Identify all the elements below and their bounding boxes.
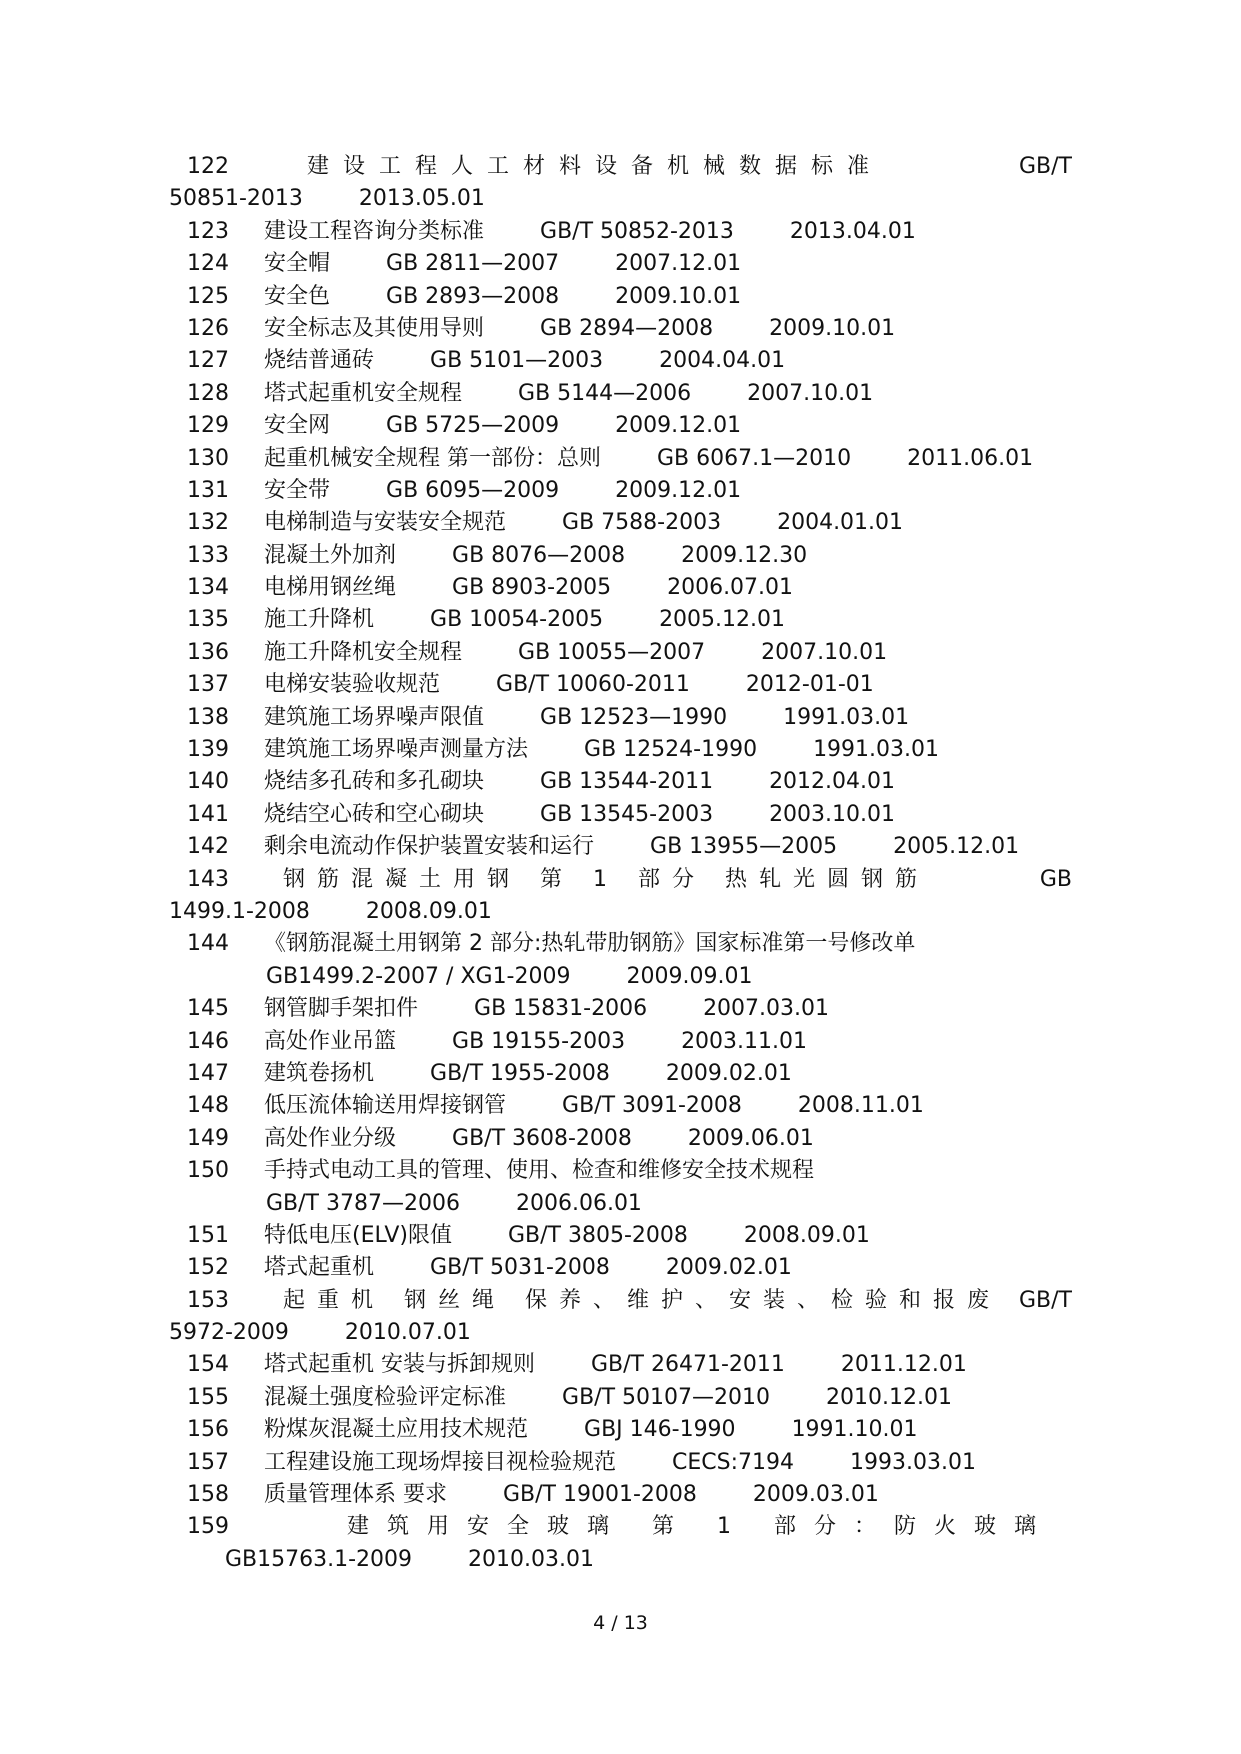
document-line	[187, 1544, 1067, 1576]
entry-number: 153	[187, 1287, 229, 1313]
document-line	[187, 766, 1067, 798]
entry-number: 130	[187, 445, 229, 471]
entry-title: 混凝土强度检验评定标准	[264, 1384, 507, 1410]
entry-code: GB/T 3091-2008	[562, 1093, 742, 1119]
entry-code: GB 13544-2011	[540, 769, 714, 795]
document-line	[187, 1285, 1072, 1317]
entry-date: 1991.10.01	[791, 1417, 918, 1443]
document-line	[187, 1414, 1067, 1446]
document-line	[187, 540, 1067, 572]
entry-date: 2009.03.01	[752, 1482, 879, 1508]
entry-number: 144	[187, 931, 229, 957]
entry-code: GB/T 3608-2008	[452, 1125, 632, 1151]
document-line	[187, 1382, 1067, 1414]
entry-date: 2010.03.01	[468, 1546, 595, 1572]
entry-title: 钢筋混凝土用钢 第 1 部分 热轧光圆钢筋	[283, 866, 929, 892]
entry-number: 149	[187, 1125, 229, 1151]
entry-code: GB 2893—2008	[386, 283, 560, 309]
entry-number: 156	[187, 1417, 229, 1443]
entry-date: 2009.02.01	[665, 1060, 792, 1086]
document-line	[187, 410, 1067, 442]
entry-code: GB 2811—2007	[386, 251, 560, 277]
standards-list	[169, 151, 1072, 1576]
entry-number: 139	[187, 737, 229, 763]
entry-title: 安全色	[264, 283, 331, 309]
entry-date: 2012-01-01	[745, 672, 874, 698]
entry-title: 塔式起重机	[264, 1255, 375, 1281]
entry-title: 建筑卷扬机	[264, 1060, 375, 1086]
entry-date: 2008.11.01	[797, 1093, 924, 1119]
document-line	[187, 928, 1067, 960]
entry-date: 2009.10.01	[615, 283, 742, 309]
entry-code: GB 13955—2005	[650, 834, 838, 860]
entry-number: 148	[187, 1093, 229, 1119]
entry-title: 钢管脚手架扣件	[264, 996, 419, 1022]
document-line	[169, 896, 1067, 928]
document-line	[187, 1511, 1067, 1543]
document-line	[187, 604, 1067, 636]
document-line	[187, 831, 1067, 863]
entry-title: 《钢筋混凝土用钢第 2 部分:热轧带肋钢筋》国家标准第一号修改单	[264, 931, 916, 957]
entry-code: GB/T 1955-2008	[430, 1060, 610, 1086]
entry-date: 2005.12.01	[893, 834, 1020, 860]
entry-date: 2006.06.01	[515, 1190, 642, 1216]
document-line	[187, 507, 1067, 539]
entry-number: 140	[187, 769, 229, 795]
document-line	[187, 313, 1067, 345]
document-line	[187, 216, 1067, 248]
entry-number: 125	[187, 283, 229, 309]
entry-title: 烧结多孔砖和多孔砌块	[264, 769, 485, 795]
entry-number: 157	[187, 1449, 229, 1475]
document-line	[187, 1220, 1067, 1252]
entry-title: 烧结空心砖和空心砌块	[264, 801, 485, 827]
document-line	[187, 281, 1067, 313]
entry-date: 2003.10.01	[769, 801, 896, 827]
entry-code-continued: 50851-2013	[169, 186, 303, 212]
entry-code: GB/T 26471-2011	[591, 1352, 785, 1378]
entry-date: 2005.12.01	[659, 607, 786, 633]
document-line	[187, 1090, 1067, 1122]
entry-title: 塔式起重机安全规程	[264, 380, 463, 406]
entry-code: CECS:7194	[672, 1449, 795, 1475]
entry-title: 高处作业分级	[264, 1125, 397, 1151]
entry-number: 143	[187, 866, 229, 892]
document-line	[187, 1155, 1067, 1187]
entry-number: 134	[187, 575, 229, 601]
entry-date: 2008.09.01	[365, 898, 492, 924]
entry-number: 127	[187, 348, 229, 374]
entry-code: GB 5144—2006	[518, 380, 692, 406]
entry-title: 高处作业吊篮	[264, 1028, 397, 1054]
entry-title: 施工升降机	[264, 607, 375, 633]
entry-code: GB/T 50852-2013	[540, 218, 734, 244]
entry-date: 2004.04.01	[659, 348, 786, 374]
entry-date: 2003.11.01	[681, 1028, 808, 1054]
entry-date: 2009.09.01	[626, 963, 753, 989]
entry-number: 131	[187, 477, 229, 503]
entry-date: 2011.12.01	[840, 1352, 967, 1378]
entry-title: 剩余电流动作保护装置安装和运行	[264, 834, 595, 860]
document-line	[187, 1123, 1067, 1155]
document-line	[187, 702, 1067, 734]
entry-number: 122	[187, 154, 229, 179]
entry-code: GB 12524-1990	[584, 737, 758, 763]
document-line	[187, 637, 1067, 669]
document-line	[187, 1447, 1067, 1479]
entry-code: GB/T 5031-2008	[430, 1255, 610, 1281]
entry-code: GB 10055—2007	[518, 639, 706, 665]
entry-number: 126	[187, 315, 229, 341]
entry-title: 建设工程人工材料设备机械数据标准	[307, 154, 884, 179]
document-line	[187, 1479, 1067, 1511]
entry-code: GBJ 146-1990	[584, 1417, 736, 1443]
entry-number: 124	[187, 251, 229, 277]
document-line	[187, 1026, 1067, 1058]
page-number: 4 / 13	[593, 1612, 648, 1634]
entry-date: 2004.01.01	[777, 510, 904, 536]
entry-date: 2007.10.01	[761, 639, 888, 665]
entry-code-continued: 5972-2009	[169, 1320, 289, 1346]
entry-date: 2009.10.01	[769, 315, 896, 341]
entry-number: 141	[187, 801, 229, 827]
document-line	[187, 864, 1072, 896]
entry-code: GB/T 50107—2010	[562, 1384, 770, 1410]
entry-date: 2013.05.01	[358, 186, 485, 212]
document-line	[187, 1058, 1067, 1090]
entry-number: 151	[187, 1222, 229, 1248]
entry-code: GB1499.2-2007 / XG1-2009	[266, 963, 571, 989]
entry-date: 1993.03.01	[850, 1449, 976, 1475]
entry-title: 建设工程咨询分类标准	[264, 218, 485, 244]
document-line	[187, 961, 1067, 993]
entry-date: 2009.06.01	[687, 1125, 814, 1151]
entry-number: 155	[187, 1384, 229, 1410]
entry-title: 安全带	[264, 477, 331, 503]
entry-code: GB 8903-2005	[452, 575, 612, 601]
entry-code: GB/T 3787—2006	[266, 1190, 460, 1216]
entry-code: GB 6095—2009	[386, 477, 560, 503]
entry-code-continued: 1499.1-2008	[169, 898, 310, 924]
entry-title: 施工升降机安全规程	[264, 639, 463, 665]
document-line	[169, 183, 1067, 215]
entry-code: GB 6067.1—2010	[657, 445, 852, 471]
document-line	[187, 378, 1067, 410]
entry-title: 安全帽	[264, 251, 331, 277]
entry-title: 建筑施工场界噪声测量方法	[264, 737, 529, 763]
entry-title: 低压流体输送用焊接钢管	[264, 1093, 507, 1119]
entry-code: GB 12523—1990	[540, 704, 728, 730]
entry-number: 132	[187, 510, 229, 536]
entry-number: 159	[187, 1514, 229, 1540]
entry-number: 138	[187, 704, 229, 730]
entry-title: 起重机 钢丝绳 保养、维护、安装、检验和报废	[283, 1287, 1001, 1313]
entry-title: 粉煤灰混凝土应用技术规范	[264, 1417, 529, 1443]
entry-number: 146	[187, 1028, 229, 1054]
entry-title: 电梯制造与安装安全规范	[264, 510, 507, 536]
document-line	[169, 1317, 1067, 1349]
entry-code: GB 2894—2008	[540, 315, 714, 341]
entry-number: 129	[187, 413, 229, 439]
entry-date: 2006.07.01	[667, 575, 794, 601]
entry-date: 2010.12.01	[825, 1384, 952, 1410]
entry-code: GB/T	[1019, 154, 1072, 179]
document-line	[187, 1188, 1067, 1220]
entry-code: GB 15831-2006	[474, 996, 648, 1022]
entry-code: GB/T 19001-2008	[503, 1482, 697, 1508]
entry-date: 2007.03.01	[703, 996, 830, 1022]
entry-title: 工程建设施工现场焊接目视检验规范	[264, 1449, 617, 1475]
entry-code: GB 7588-2003	[562, 510, 722, 536]
entry-title: 特低电压(ELV)限值	[264, 1222, 452, 1248]
entry-date: 2013.04.01	[789, 218, 916, 244]
entry-date: 2011.06.01	[907, 445, 1034, 471]
document-line	[187, 1252, 1067, 1284]
entry-code: GB15763.1-2009	[225, 1546, 413, 1572]
entry-title: 混凝土外加剂	[264, 542, 397, 568]
document-line	[187, 669, 1067, 701]
document-line	[187, 443, 1067, 475]
entry-date: 1991.03.01	[813, 737, 940, 763]
entry-date: 2009.02.01	[665, 1255, 792, 1281]
entry-number: 145	[187, 996, 229, 1022]
entry-code: GB/T 10060-2011	[496, 672, 690, 698]
entry-number: 123	[187, 218, 229, 244]
entry-number: 150	[187, 1158, 229, 1184]
document-line	[187, 1349, 1067, 1381]
entry-title: 建筑用安全玻璃 第 1 部分：防火玻璃	[347, 1514, 1054, 1540]
entry-date: 2009.12.30	[681, 542, 808, 568]
document-line	[187, 475, 1067, 507]
entry-date: 2007.10.01	[747, 380, 874, 406]
entry-date: 2008.09.01	[743, 1222, 870, 1248]
document-line	[187, 572, 1067, 604]
entry-date: 2012.04.01	[769, 769, 896, 795]
entry-code: GB 13545-2003	[540, 801, 714, 827]
entry-title: 安全网	[264, 413, 331, 439]
entry-code: GB	[1039, 866, 1072, 892]
entry-date: 2009.12.01	[615, 477, 742, 503]
entry-number: 142	[187, 834, 229, 860]
entry-title: 起重机械安全规程 第一部份：总则	[264, 445, 601, 471]
entry-code: GB 5725—2009	[386, 413, 560, 439]
entry-number: 135	[187, 607, 229, 633]
entry-date: 2009.12.01	[615, 413, 742, 439]
entry-number: 136	[187, 639, 229, 665]
entry-title: 建筑施工场界噪声限值	[264, 704, 485, 730]
document-line	[187, 151, 1072, 183]
entry-number: 158	[187, 1482, 229, 1508]
entry-number: 152	[187, 1255, 229, 1281]
entry-code: GB 10054-2005	[430, 607, 604, 633]
entry-title: 塔式起重机 安装与拆卸规则	[264, 1352, 535, 1378]
document-line	[187, 734, 1067, 766]
document-line	[187, 993, 1067, 1025]
entry-number: 154	[187, 1352, 229, 1378]
document-line	[187, 248, 1067, 280]
entry-date: 2007.12.01	[615, 251, 742, 277]
entry-title: 烧结普通砖	[264, 348, 375, 374]
entry-date: 2010.07.01	[344, 1320, 471, 1346]
entry-title: 手持式电动工具的管理、使用、检查和维修安全技术规程	[264, 1158, 815, 1184]
entry-code: GB/T	[1019, 1287, 1072, 1313]
entry-title: 安全标志及其使用导则	[264, 315, 485, 341]
entry-number: 147	[187, 1060, 229, 1086]
entry-title: 电梯用钢丝绳	[264, 575, 397, 601]
entry-date: 1991.03.01	[783, 704, 910, 730]
entry-number: 137	[187, 672, 229, 698]
entry-title: 电梯安装验收规范	[264, 672, 441, 698]
document-line	[187, 799, 1067, 831]
entry-code: GB 19155-2003	[452, 1028, 626, 1054]
entry-title: 质量管理体系 要求	[264, 1482, 447, 1508]
entry-code: GB 8076—2008	[452, 542, 626, 568]
entry-code: GB/T 3805-2008	[507, 1222, 688, 1248]
entry-number: 133	[187, 542, 229, 568]
document-line	[187, 345, 1067, 377]
entry-number: 128	[187, 380, 229, 406]
entry-code: GB 5101—2003	[430, 348, 604, 374]
